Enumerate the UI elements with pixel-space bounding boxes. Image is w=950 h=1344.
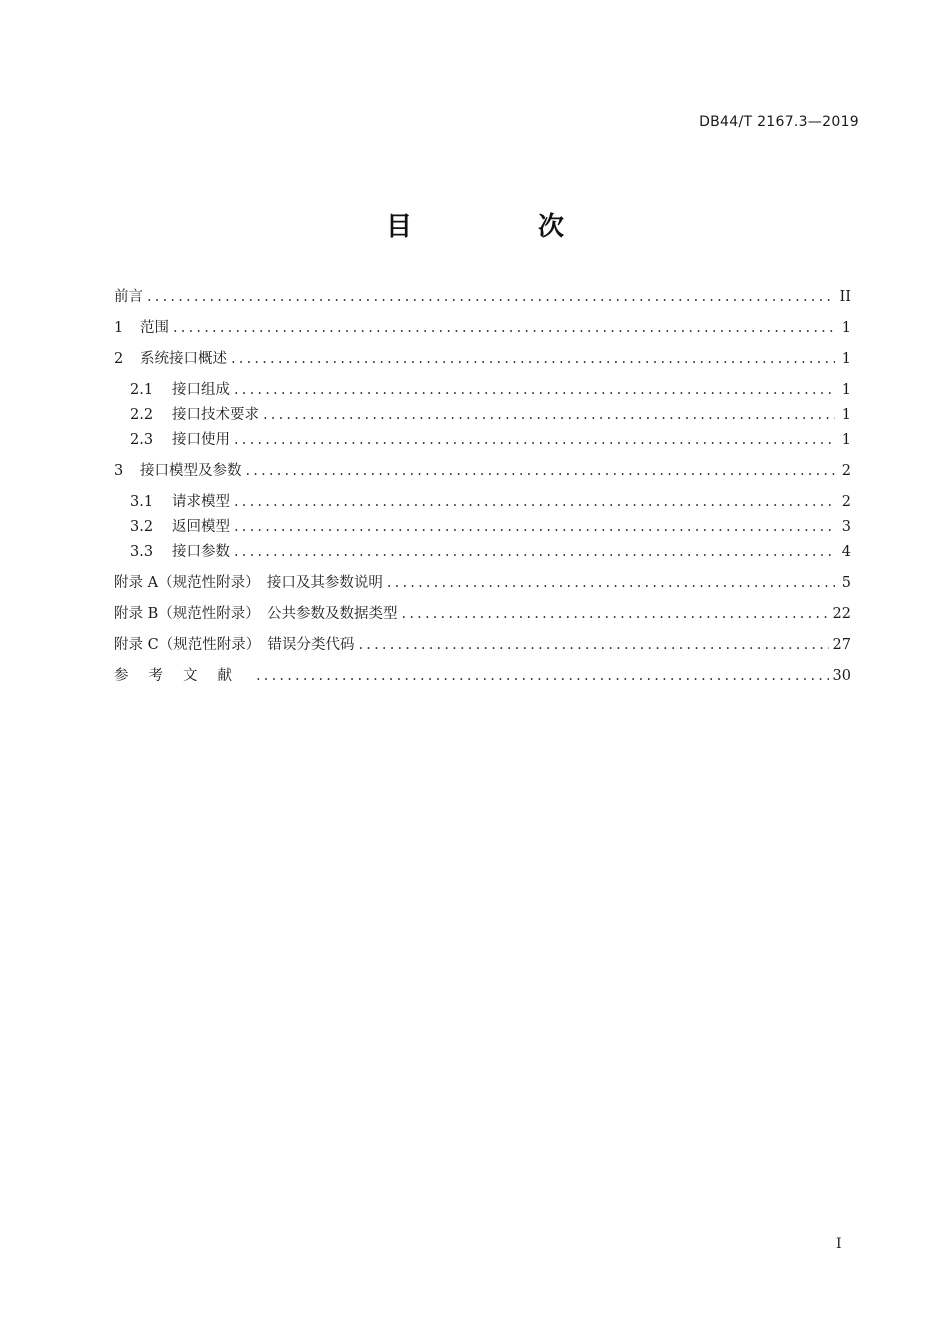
toc-entry-label: 3.3 接口参数	[114, 540, 230, 565]
toc-entry-label: 1 范围	[114, 316, 169, 341]
toc-entry-page: 30	[832, 668, 851, 684]
toc-entry-page: 4	[841, 544, 851, 560]
toc-title: 目 次	[385, 212, 614, 242]
toc-entry-label: 参考文献	[114, 668, 252, 684]
toc-entry-number: 3.2	[130, 519, 154, 535]
toc-entry-appendix-c[interactable]	[114, 633, 851, 658]
toc-entry-label: 附录 B（规范性附录） 公共参数及数据类型	[114, 606, 398, 622]
toc-entry-response-model[interactable]	[114, 515, 851, 540]
toc-leader-dots	[234, 490, 835, 515]
toc-entry-references[interactable]	[114, 664, 851, 689]
toc-leader-dots	[387, 571, 835, 596]
toc-entry-interface-model-parameters[interactable]	[114, 459, 851, 484]
toc-entry-page: 5	[841, 575, 851, 591]
toc-entry-number: 2.1	[130, 382, 154, 398]
toc-entry-appendix-a[interactable]	[114, 571, 851, 596]
toc-entry-label: 3.1 请求模型	[114, 490, 230, 515]
toc-entry-page: 1	[841, 351, 851, 367]
toc-entry-page: 1	[841, 407, 851, 423]
toc-leader-dots	[234, 428, 835, 453]
toc-leader-dots	[402, 602, 829, 627]
toc-entry-page: 1	[841, 382, 851, 398]
toc-leader-dots	[358, 633, 828, 658]
toc-entry-label: 前言	[114, 289, 143, 305]
toc-leader-dots	[263, 403, 835, 428]
toc-entry-label: 2 系统接口概述	[114, 347, 227, 372]
toc-entry-label: 3 接口模型及参数	[114, 459, 242, 484]
page-number: I	[836, 1236, 842, 1252]
toc-entry-number: 3	[114, 463, 124, 479]
toc-entry-label: 附录 A（规范性附录） 接口及其参数说明	[114, 575, 383, 591]
toc-entry-number: 2.3	[130, 432, 154, 448]
toc-entry-number: 2	[114, 351, 124, 367]
toc-entry-page: 22	[832, 606, 851, 622]
toc-list	[114, 285, 851, 689]
toc-leader-dots	[256, 664, 829, 689]
toc-entry-page: 2	[841, 463, 851, 479]
toc-leader-dots	[234, 515, 835, 540]
toc-entry-page: II	[839, 289, 851, 305]
toc-entry-foreword[interactable]	[114, 285, 851, 310]
toc-entry-page: 1	[841, 432, 851, 448]
toc-entry-page: 3	[841, 519, 851, 535]
toc-entry-request-model[interactable]	[114, 490, 851, 515]
toc-entry-label: 2.2 接口技术要求	[114, 403, 259, 428]
toc-entry-number: 2.2	[130, 407, 154, 423]
toc-entry-page: 2	[841, 494, 851, 510]
toc-leader-dots	[234, 540, 835, 565]
toc-entry-interface-parameters[interactable]	[114, 540, 851, 565]
toc-entry-interface-technical-requirements[interactable]	[114, 403, 851, 428]
toc-entry-number: 1	[114, 320, 124, 336]
toc-entry-interface-usage[interactable]	[114, 428, 851, 453]
toc-entry-page: 27	[832, 637, 851, 653]
toc-entry-appendix-b[interactable]	[114, 602, 851, 627]
toc-entry-label: 2.1 接口组成	[114, 378, 230, 403]
toc-entry-system-interface-overview[interactable]	[114, 347, 851, 372]
toc-entry-interface-composition[interactable]	[114, 378, 851, 403]
toc-entry-label: 2.3 接口使用	[114, 428, 230, 453]
toc-entry-label: 3.2 返回模型	[114, 515, 230, 540]
toc-leader-dots	[147, 285, 835, 310]
toc-leader-dots	[231, 347, 835, 372]
toc-leader-dots	[234, 378, 835, 403]
toc-entry-label: 附录 C（规范性附录） 错误分类代码	[114, 637, 355, 653]
toc-entry-number: 3.1	[130, 494, 154, 510]
toc-entry-page: 1	[841, 320, 851, 336]
toc-entry-scope[interactable]	[114, 316, 851, 341]
toc-leader-dots	[173, 316, 835, 341]
toc-leader-dots	[246, 459, 836, 484]
toc-entry-number: 3.3	[130, 544, 154, 560]
document-code: DB44/T 2167.3—2019	[699, 114, 859, 130]
